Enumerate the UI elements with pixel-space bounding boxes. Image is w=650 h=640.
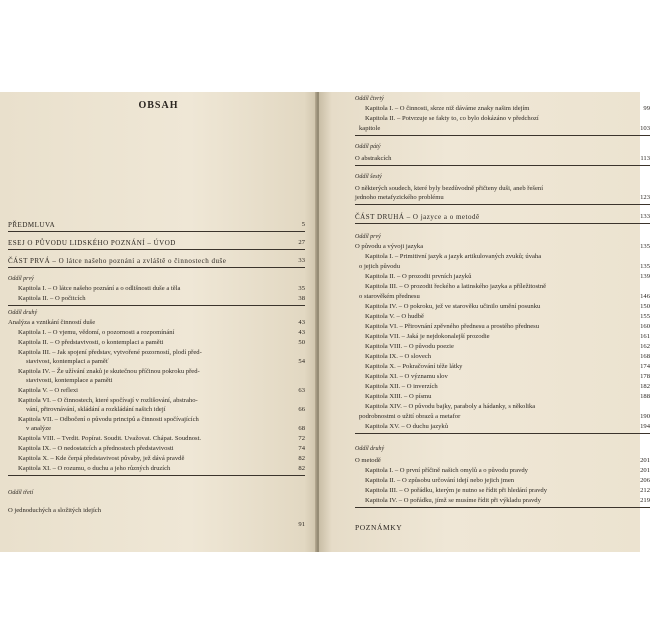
section-divider xyxy=(8,231,305,232)
toc-entry-page-number: 168 xyxy=(640,353,650,360)
toc-entry-label: Kapitola X. – Pokračování téže látky xyxy=(365,363,463,370)
toc-entry-label: Kapitola I. – O vjemu, vědomí, o pozornosti a rozpomínání xyxy=(18,329,175,336)
toc-entry-page-number: 99 xyxy=(643,105,650,112)
toc-entry-page-number: 133 xyxy=(640,213,650,220)
section-divider xyxy=(8,305,305,306)
toc-entry-page-number: 161 xyxy=(640,333,650,340)
toc-entry-label: Kapitola IV. – O pokroku, jež ve starověku učinilo umění posunku xyxy=(365,303,541,310)
toc-entry xyxy=(319,242,650,252)
section-divider xyxy=(355,507,650,508)
toc-entry-page-number: 68 xyxy=(298,425,305,432)
toc-entry-label: O abstrakcích xyxy=(355,155,392,162)
toc-entry-label: Kapitola I. – O první příčině našich omylů a o původu pravdy xyxy=(365,467,528,474)
toc-entry xyxy=(319,392,650,402)
toc-entry-label: Kapitola XI. – O významu slov xyxy=(365,373,448,380)
right-page xyxy=(319,92,650,552)
toc-entry-page-number: 201 xyxy=(640,467,650,474)
toc-entry xyxy=(319,342,650,352)
toc-entry xyxy=(319,302,650,312)
toc-entry-page-number: 43 xyxy=(298,329,305,336)
toc-entry-label: Kapitola IX. – O slovech xyxy=(365,353,432,360)
toc-entry-label: Analýza a vznikání činností duše xyxy=(8,319,96,326)
toc-entry-page-number: 50 xyxy=(298,339,305,346)
toc-entry-page-number: 219 xyxy=(640,497,650,504)
toc-entry xyxy=(0,488,317,498)
toc-entry-page-number: 146 xyxy=(640,293,650,300)
toc-entry xyxy=(0,357,317,367)
toc-entry-page-number: 72 xyxy=(298,435,305,442)
toc-entry-label: Oddíl třetí xyxy=(8,490,34,496)
section-divider xyxy=(355,204,650,205)
toc-entry-page-number: 5 xyxy=(301,221,305,228)
toc-entry-label: ČÁST PRVÁ – O látce našeho poznání a zvláště o činnostech duše xyxy=(8,257,227,265)
toc-entry xyxy=(319,212,650,222)
toc-entry xyxy=(0,434,317,444)
toc-entry-label: PŘEDMLUVA xyxy=(8,221,56,229)
toc-entry xyxy=(319,193,650,203)
toc-entry-label: Kapitola II. – O způsobu určování idejí nebo jejich jmen xyxy=(365,477,515,484)
toc-entry xyxy=(319,252,640,262)
toc-entry-label: O jednoduchých a složitých idejích xyxy=(8,507,102,514)
toc-entry xyxy=(319,262,650,272)
toc-entry xyxy=(319,312,650,322)
toc-entry-page-number: 201 xyxy=(640,457,650,464)
toc-entry-page-number: 160 xyxy=(640,323,650,330)
toc-entry xyxy=(319,476,650,486)
toc-entry-page-number: 174 xyxy=(640,363,650,370)
toc-entry-label: Oddíl čtvrtý xyxy=(355,96,384,102)
toc-entry-label: Kapitola VI. – Přirovnání zpěvného přednesu a prostého přednesu xyxy=(365,323,540,330)
toc-entry-label: Kapitola IV. – Že užívání znaků je skutečnou příčinou pokroku před- xyxy=(18,368,200,375)
toc-entry xyxy=(319,486,650,496)
toc-entry-label: Kapitola V. – O reflexi xyxy=(18,387,79,394)
toc-entry xyxy=(0,274,317,284)
toc-entry-label: Kapitola XIII. – O písmu xyxy=(365,393,432,400)
toc-entry xyxy=(319,142,640,152)
toc-entry-page-number: 38 xyxy=(298,295,305,302)
toc-entry-label: Kapitola VI. – O činnostech, které spočívají v rozlišování, abstraho- xyxy=(18,397,198,404)
toc-entry xyxy=(319,94,640,104)
toc-entry-label: stavivosti, kontemplace a paměti xyxy=(26,377,113,384)
toc-entry-page-number: 113 xyxy=(640,155,650,162)
toc-entry xyxy=(319,172,640,182)
toc-entry-page-number: 74 xyxy=(298,445,305,452)
toc-entry-page-number: 194 xyxy=(640,423,650,430)
toc-entry xyxy=(0,318,317,328)
toc-entry-page-number: 206 xyxy=(640,477,650,484)
toc-entry-page-number: 63 xyxy=(298,387,305,394)
toc-entry xyxy=(319,352,650,362)
toc-entry-label: Oddíl prvý xyxy=(8,276,34,282)
toc-entry xyxy=(0,256,317,266)
toc-entry xyxy=(0,238,317,248)
toc-entry xyxy=(319,412,650,422)
toc-entry-label: Kapitola XI. – O rozumu, o duchu a jeho různých druzích xyxy=(18,465,171,472)
section-divider xyxy=(355,165,650,166)
toc-entry-label: Kapitola II. – O představivosti, o kontemplaci a paměti xyxy=(18,339,164,346)
section-divider xyxy=(355,135,650,136)
toc-entry-label: Kapitola XII. – O inverzích xyxy=(365,383,438,390)
toc-entry xyxy=(0,376,317,386)
toc-entry xyxy=(0,424,317,434)
toc-entry-page-number: 150 xyxy=(640,303,650,310)
section-divider xyxy=(355,223,650,224)
toc-entry-label: podrobnostmi o užití obrazů a metafor xyxy=(359,413,461,420)
toc-entry xyxy=(0,338,317,348)
toc-entry-page-number: 135 xyxy=(640,263,650,270)
section-divider xyxy=(8,267,305,268)
toc-entry-label: Oddíl druhý xyxy=(355,446,385,452)
toc-entry xyxy=(319,232,640,242)
toc-entry-label: Kapitola VII. – Jaká je nejdokonalejší prozodie xyxy=(365,333,490,340)
section-divider xyxy=(8,249,305,250)
toc-entry-label: Kapitola III. – Jak spojení představ, vytvořené pozorností, plodí před- xyxy=(18,349,202,356)
toc-entry xyxy=(319,456,650,466)
toc-entry-page-number: 54 xyxy=(298,358,305,365)
toc-entry-label: vání, přirovnávání, skládání a rozkládání našich idejí xyxy=(26,406,166,413)
toc-entry xyxy=(0,506,317,516)
toc-entry xyxy=(0,386,317,396)
toc-entry-label: Kapitola I. – O látce našeho poznání a o odlišnosti duše a těla xyxy=(18,285,181,292)
toc-entry xyxy=(319,322,650,332)
toc-entry xyxy=(319,114,640,124)
toc-entry xyxy=(319,154,650,164)
toc-entry-label: jednoho metafyzického problému xyxy=(355,194,444,201)
toc-entry-label: O metodě xyxy=(355,457,381,464)
toc-entry xyxy=(0,294,317,304)
toc-entry-page-number: 135 xyxy=(640,243,650,250)
toc-entry xyxy=(319,466,650,476)
toc-entry-label: Kapitola I. – Primitivní jazyk a jazyk artikulovaných zvuků; úvaha xyxy=(365,253,542,260)
toc-entry-label: Kapitola IX. – O nedostatcích a přednostech představivosti xyxy=(18,445,174,452)
toc-entry-page-number: 103 xyxy=(640,125,650,132)
toc-entry xyxy=(319,444,640,454)
toc-entry-label: Kapitola X. – Kde čerpá představivost půvaby, jež dává pravdě xyxy=(18,455,185,462)
toc-entry-label: v analýze xyxy=(26,425,52,432)
toc-entry-page-number: 82 xyxy=(298,465,305,472)
toc-entry-page-number: 66 xyxy=(298,406,305,413)
toc-entry-page-number: 190 xyxy=(640,413,650,420)
toc-entry-label: o jejich původu xyxy=(359,263,401,270)
toc-entry-label: kapitole xyxy=(359,125,381,132)
toc-entry-label: Oddíl prvý xyxy=(355,234,381,240)
toc-entry-page-number: 27 xyxy=(298,239,305,246)
toc-entry-label: Kapitola III. – O pořádku, kterým je nutno se řídit při hledání pravdy xyxy=(365,487,548,494)
toc-entry xyxy=(319,372,650,382)
toc-entry xyxy=(319,282,640,292)
toc-entry xyxy=(319,382,650,392)
toc-entry-label: Kapitola I. – O činnosti, skrze niž dáváme znaky našim idejím xyxy=(365,105,530,112)
section-divider xyxy=(355,433,650,434)
toc-entry xyxy=(0,328,317,338)
toc-entry xyxy=(0,220,317,230)
toc-entry-label: Oddíl druhý xyxy=(8,310,38,316)
toc-entry xyxy=(0,308,317,318)
toc-entry-label: Oddíl pátý xyxy=(355,144,381,150)
toc-entry-page-number: 212 xyxy=(640,487,650,494)
book-spread xyxy=(0,92,650,552)
toc-entry-label: Kapitola II. – O prozodii prvních jazyků xyxy=(365,273,472,280)
toc-entry-label: o starověkém přednesu xyxy=(359,293,420,300)
toc-entry-page-number: 178 xyxy=(640,373,650,380)
page-title: OBSAH xyxy=(138,100,179,111)
toc-entry-page-number: 33 xyxy=(298,257,305,264)
toc-entry xyxy=(0,405,317,415)
toc-entry-page-number: 91 xyxy=(298,521,305,528)
toc-entry xyxy=(0,454,317,464)
toc-entry xyxy=(319,124,650,134)
toc-entry-page-number: 188 xyxy=(640,393,650,400)
toc-entry-label: O původu a vývoji jazyka xyxy=(355,243,424,250)
toc-entry-label: Kapitola VIII. – Tvrdit. Popírat. Soudit. Uvažovat. Chápat. Soudnost. xyxy=(18,435,202,442)
left-page xyxy=(0,92,317,552)
toc-entry-label: Kapitola III. – O prozodii řeckého a latinského jazyka a příležitostně xyxy=(365,283,547,290)
toc-entry-label: Kapitola IV. – O pořádku, jímž se musíme řídit při výkladu pravdy xyxy=(365,497,541,504)
toc-entry xyxy=(319,104,650,114)
toc-entry xyxy=(319,362,650,372)
toc-entry-page-number: 162 xyxy=(640,343,650,350)
toc-entry-page-number: 182 xyxy=(640,383,650,390)
toc-entry-page-number: 82 xyxy=(298,455,305,462)
toc-entry-label: Kapitola VII. – Odbočení o původu principů a činnosti spočívajících xyxy=(18,416,199,423)
toc-entry-page-number: 43 xyxy=(298,319,305,326)
toc-entry-label: Kapitola II. – O počitcích xyxy=(18,295,86,302)
toc-entry-page-number: 155 xyxy=(640,313,650,320)
toc-entry-page-number: 139 xyxy=(640,273,650,280)
toc-entry xyxy=(0,520,317,530)
toc-entry-label: stavivost, kontemplaci a paměť xyxy=(26,358,109,365)
toc-entry xyxy=(319,332,650,342)
toc-entry-label: Oddíl šestý xyxy=(355,174,382,180)
toc-entry-label: Kapitola V. – O hudbě xyxy=(365,313,424,320)
toc-entry xyxy=(0,444,317,454)
toc-entry-label: O některých soudech, které byly bezdůvodně přičteny duši, aneb řešení xyxy=(355,185,544,192)
toc-entry-label: ČÁST DRUHÁ – O jazyce a o metodě xyxy=(355,213,480,221)
toc-entry xyxy=(319,402,640,412)
toc-entry-page-number: 123 xyxy=(640,194,650,201)
toc-entry-label: Kapitola XIV. – O původu bajky, paraboly a hádanky, s několika xyxy=(365,403,536,410)
poznamky-heading: POZNÁMKY xyxy=(355,523,403,532)
toc-entry xyxy=(319,422,650,432)
toc-entry xyxy=(319,292,650,302)
toc-entry xyxy=(319,272,650,282)
toc-entry xyxy=(0,284,317,294)
toc-entry-label: Kapitola XV. – O duchu jazyků xyxy=(365,423,449,430)
toc-entry xyxy=(319,496,650,506)
toc-entry xyxy=(0,464,317,474)
toc-entry-label: Kapitola II. – Potvrzuje se fakty to, co bylo dokázáno v předchozí xyxy=(365,115,539,122)
toc-entry-label: ESEJ O PŮVODU LIDSKÉHO POZNÁNÍ – ÚVOD xyxy=(8,239,176,247)
toc-entry-page-number: 35 xyxy=(298,285,305,292)
section-divider xyxy=(8,475,305,476)
toc-entry-label: Kapitola VIII. – O původu poezie xyxy=(365,343,454,350)
